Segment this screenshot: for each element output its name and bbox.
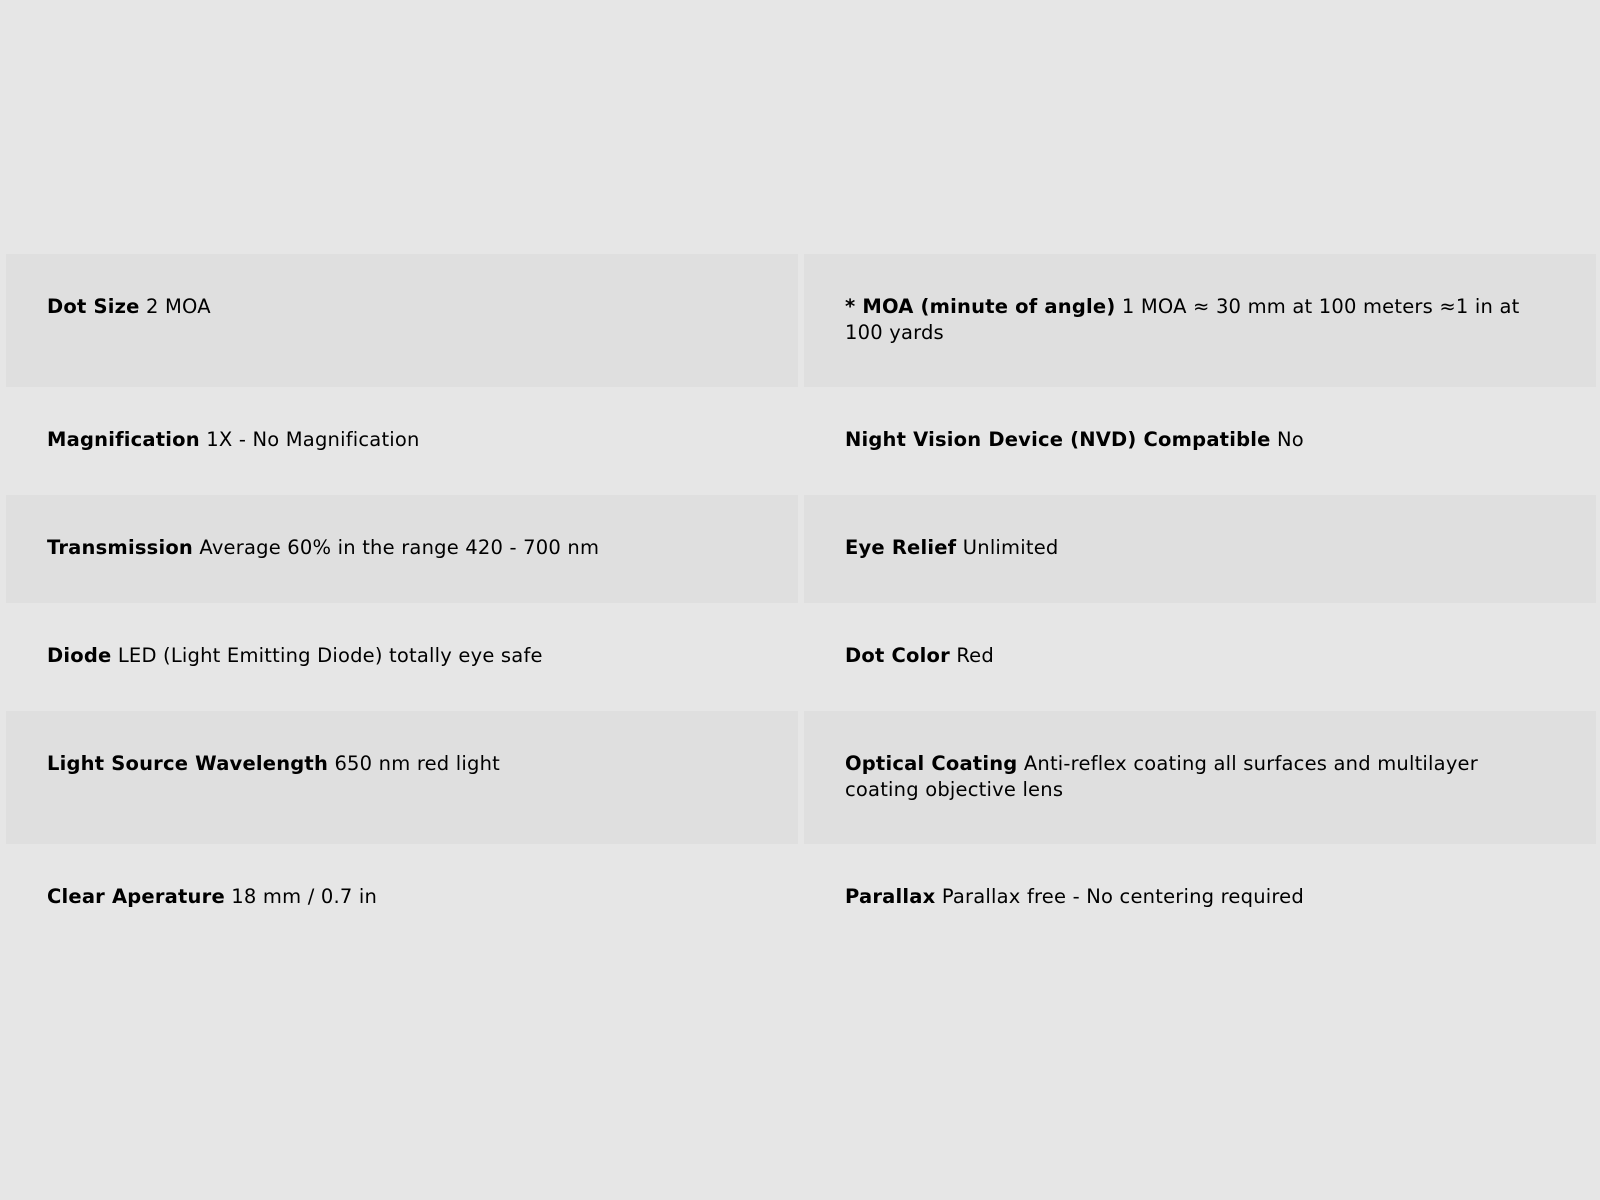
spec-nvd-compatible	[804, 387, 1596, 495]
spec-label: Night Vision Device (NVD) Compatible	[845, 428, 1271, 451]
spec-row	[6, 387, 1596, 495]
spec-row	[6, 844, 1596, 952]
spec-light-source-wavelength	[6, 711, 798, 844]
spec-value: 2 MOA	[146, 295, 211, 318]
spec-dot-size	[6, 254, 798, 387]
spec-value: 1X - No Magnification	[206, 428, 420, 451]
spec-value: 18 mm / 0.7 in	[231, 885, 378, 908]
spec-value: 1 MOA ≈ 30 mm at 100 meters ≈1 in at 100 yards	[845, 295, 1520, 344]
spec-label: * MOA (minute of angle)	[845, 295, 1116, 318]
spec-row	[6, 254, 1596, 387]
spec-value: 650 nm red light	[334, 752, 501, 775]
spec-magnification	[6, 387, 798, 495]
spec-value: LED (Light Emitting Diode) totally eye safe	[117, 644, 543, 667]
spec-diode	[6, 603, 798, 711]
spec-transmission	[6, 495, 798, 603]
spec-optical-coating	[804, 711, 1596, 844]
spec-row	[6, 711, 1596, 844]
spec-label: Light Source Wavelength	[47, 752, 329, 775]
spec-label: Optical Coating	[845, 752, 1018, 775]
spec-eye-relief	[804, 495, 1596, 603]
spec-label: Dot Size	[47, 295, 140, 318]
spec-value: Red	[956, 644, 994, 667]
specifications-table	[6, 254, 1596, 952]
spec-label: Diode	[47, 644, 112, 667]
spec-label: Dot Color	[845, 644, 950, 667]
spec-label: Parallax	[845, 885, 936, 908]
spec-value: Unlimited	[962, 536, 1059, 559]
spec-value: Anti-reflex coating all surfaces and multilayer coating objective lens	[845, 752, 1478, 801]
spec-value: No	[1276, 428, 1304, 451]
spec-row	[6, 603, 1596, 711]
spec-label: Magnification	[47, 428, 200, 451]
spec-value: Average 60% in the range 420 - 700 nm	[199, 536, 600, 559]
spec-label: Transmission	[47, 536, 194, 559]
spec-label: Eye Relief	[845, 536, 957, 559]
spec-dot-color	[804, 603, 1596, 711]
spec-row	[6, 495, 1596, 603]
spec-label: Clear Aperature	[47, 885, 225, 908]
spec-value: Parallax free - No centering required	[941, 885, 1304, 908]
spec-clear-aperature	[6, 844, 798, 952]
spec-parallax	[804, 844, 1596, 952]
spec-moa-note	[804, 254, 1596, 387]
